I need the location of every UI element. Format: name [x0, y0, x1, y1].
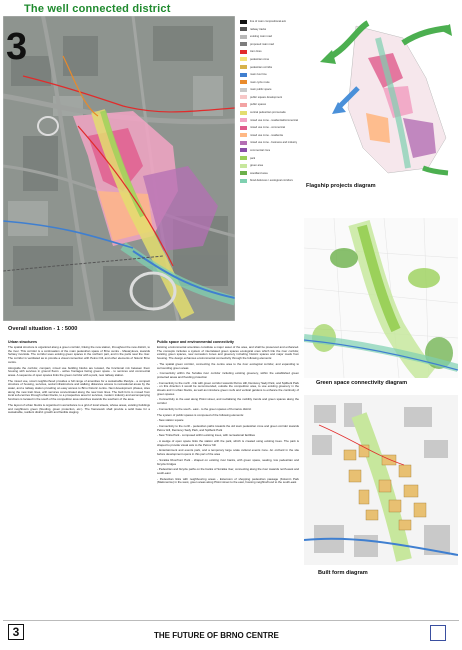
- legend-item: [240, 132, 302, 139]
- paragraph: - Pedestrian and bicycle paths on the banks of Svratka river, connecting along the river towards north-west and south-east: [157, 467, 299, 475]
- urban-structures-text: [8, 346, 150, 415]
- legend-item: [240, 41, 302, 48]
- paragraph: Existing environmental amenities constitute a major asset of the area, and shall be preserved and enhanced. The concepts includes a system of interrelated green spaces ecological ones which link the river corridor, existing green spaces, new recreation zones and greenery including historic spaces and major roads from housing. The design enhances environmental connectivity through the following elements:: [157, 345, 299, 361]
- legend-item: [240, 71, 302, 78]
- urban-structures-heading: Urban structures: [8, 340, 37, 344]
- legend-label: existing main road: [250, 35, 272, 39]
- legend-swatch: [240, 156, 247, 160]
- paragraph: The spatial structure is organized along a green corridor, linking the new station, throughout the new district, to the river. This corridor is a continuation of the main pedestrian space of Brno centre - Masarykova, towards Svitavy riverside. The corridor uses existing green spaces in the northern part, and in the parts near the river. The corridor is ventilated as to provide a visual connection with Petrov hill, and other elements of historic Brno centre.: [8, 345, 150, 364]
- public-space-section: [157, 340, 299, 485]
- legend-label: tram lines: [250, 50, 262, 54]
- legend-swatch: [240, 65, 247, 69]
- legend-label: public spaces: [250, 103, 267, 107]
- legend-label: commercial zone: [250, 148, 271, 152]
- legend-item: [240, 63, 302, 70]
- built-form-drawing: [304, 395, 458, 565]
- legend-item: [240, 48, 302, 55]
- urban-structures-section: [8, 340, 150, 415]
- legend-swatch: [240, 164, 247, 168]
- paragraph: - The spatial green corridor, connecting the centre area to the river ecological corridor, and expanding to surrounding green areas: [157, 361, 299, 370]
- page-number-large: 3: [6, 26, 28, 68]
- flagship-diagram: [308, 18, 454, 178]
- legend-item: [240, 162, 302, 169]
- legend-swatch: [240, 171, 247, 175]
- legend-label: park: [250, 156, 256, 160]
- paragraph: - Connectivity to the east along Plotni street, and revitalising the mobility trends and green spaces along the corridor: [157, 397, 299, 406]
- legend-swatch: [240, 50, 247, 54]
- legend-label: woodland area: [250, 171, 268, 175]
- map-legend: [240, 18, 302, 185]
- legend-swatch: [240, 42, 247, 46]
- legend-label: mixed use zone - commercial: [250, 126, 285, 130]
- legend-item: [240, 117, 302, 124]
- legend-label: mixed use zone - business and industry: [250, 141, 298, 145]
- paragraph: - Connectivity to the north - pedestrian paths towards the old town pedestrian zone and green corridor towards Petrov Hill, Denisovy Sady Park, and Spilberk Park: [157, 423, 299, 432]
- legend-swatch: [240, 95, 247, 99]
- legend-label: mixed use zone - residential: [250, 133, 284, 137]
- legend-item: [240, 154, 302, 161]
- green-connectivity-diagram: [304, 218, 458, 378]
- site-plan-drawing: [3, 16, 235, 321]
- legend-item: [240, 86, 302, 93]
- legend-label: main cycle route: [250, 80, 270, 84]
- built-form-caption: Built form diagram: [318, 570, 368, 576]
- footer-divider: [3, 620, 459, 621]
- legend-item: [240, 18, 302, 25]
- public-space-text: [157, 346, 299, 485]
- legend-swatch: [240, 20, 247, 24]
- page-title: The well connected district: [24, 3, 171, 15]
- legend-item: [240, 177, 302, 184]
- paragraph: - A wedge of open space links the station with the park, which is created using existing trees. The park is shaped to provide visual axis to the Petrov hill: [157, 439, 299, 447]
- paragraph: The system of public spaces is composed of the following elements:: [157, 412, 244, 417]
- legend-swatch: [240, 88, 247, 92]
- legend-item: [240, 94, 302, 101]
- legend-swatch: [240, 80, 247, 84]
- paragraph: The mixed use, smart neighborhood provides a full range of amenities for a sustainable lifestyle - a compact structure of housing, services, social infrastructure and walking distances access to recreational areas by the water, and a railway station providing an easy access to Brno historic centre. Next development phases, sites along the new train lines, with services concentrated along the new tram lines. The built form is moved from local sub-centres through urban blocks, to a prospective area for services, modern industry and accompanying functions is located in the south of the competition area stretches towards the southern of the area.: [8, 378, 150, 402]
- legend-swatch: [240, 118, 247, 122]
- legend-label: flood defences / ecological corridors: [250, 179, 293, 183]
- legend-label: pedestrian zone: [250, 57, 270, 61]
- legend-item: [240, 124, 302, 131]
- legend-swatch: [240, 35, 247, 39]
- paragraph: - New Trnita Park - composed within existing trees, with recreational facilities: [157, 433, 255, 438]
- site-plan-map: [3, 16, 235, 321]
- overall-situation-caption: Overall situation - 1 : 5000: [8, 326, 78, 332]
- legend-swatch: [240, 133, 247, 137]
- legend-swatch: [240, 111, 247, 115]
- legend-label: railway tracks: [250, 27, 267, 31]
- legend-label: line of main compositional axis: [250, 20, 287, 24]
- legend-label: main river line: [250, 73, 267, 77]
- legend-swatch: [240, 73, 247, 77]
- legend-swatch: [240, 57, 247, 61]
- legend-swatch: [240, 141, 247, 145]
- legend-swatch: [240, 103, 247, 107]
- footer-page-number: 3: [8, 624, 24, 640]
- legend-swatch: [240, 179, 247, 183]
- legend-item: [240, 79, 302, 86]
- flagship-diagram-drawing: [308, 18, 454, 178]
- legend-label: pedestrian corridor: [250, 65, 273, 69]
- paragraph: Alongside the corridor, compact, mixed use building blocks are located, the functional mix between them housing with services in ground floors - active frontages facing green space - to services and commercial areas. A sequence of open spaces links the green corridor with a park, new railway station.: [8, 365, 150, 377]
- legend-item: [240, 56, 302, 63]
- legend-label: main public space: [250, 88, 272, 92]
- legend-item: [240, 170, 302, 177]
- green-caption: Green space connectivity diagram: [316, 380, 408, 386]
- legend-item: [240, 33, 302, 40]
- paragraph: - Connectivity within the Svratka river corridor including existing greenery, within the established green protected areas and flooding protection: [157, 371, 299, 379]
- built-form-diagram: [304, 395, 458, 565]
- legend-item: [240, 26, 302, 33]
- paragraph: - Svratka Riverfront Park - shaped on existing river banks, with green space, seating, low pedestrian and bicycle bridges: [157, 457, 299, 466]
- legend-swatch: [240, 27, 247, 31]
- paragraph: The layout of urban blocks is organized in accordance to a grid of local streets, whose areas, existing buildings and neighbours green (flooding, green protection, etc.). The framework shall provide a solid base for a sustainable, resilient district growth and flexible staging.: [8, 402, 150, 415]
- public-space-heading: Public space and environmental connectivity: [157, 340, 234, 344]
- legend-item: [240, 147, 302, 154]
- legend-label: mixed use zone - residential/commercial: [250, 118, 298, 122]
- paragraph: - Connectivity to the north - link with green corridor towards Petrov Hill, Denisovy Sady Park, and Spilberk Park - on this direction it would be recommended, outside the competition area, to use existing greenery in the streets and in urban blocks, as well as introduce green roofs and vertical gardens to enhance the continuity of green spaces: [157, 380, 299, 396]
- footer-title: THE FUTURE OF BRNO CENTRE: [154, 631, 279, 640]
- legend-swatch: [240, 148, 247, 152]
- legend-item: [240, 101, 302, 108]
- paragraph: - Entertainment and events park, and a temporary large scale cultural events zone. An orchard in the site before development opens in this part of the area: [157, 448, 299, 457]
- legend-label: proposed main road: [250, 42, 274, 46]
- legend-swatch: [240, 126, 247, 130]
- legend-item: [240, 139, 302, 146]
- legend-item: [240, 109, 302, 116]
- legend-label: public square development: [250, 95, 283, 99]
- green-diagram-drawing: [304, 218, 458, 378]
- paragraph: - Connectivity to the south - east - to the green spaces of Komarov district: [157, 406, 252, 411]
- legend-label: central pedestrian promenade: [250, 111, 286, 115]
- paragraph: - New station square: [157, 418, 184, 423]
- paragraph: - Pedestrian links with neighbouring areas - Extension of shopping pedestrian passage (Kolomin Park (Malomerice) in the west, green areas along Plotni street to the east, housing neighborhood to the south-east: [157, 476, 299, 485]
- flagship-caption: Flagship projects diagram: [306, 183, 376, 189]
- legend-label: green area: [250, 164, 263, 168]
- footer-logo-box: [430, 625, 446, 641]
